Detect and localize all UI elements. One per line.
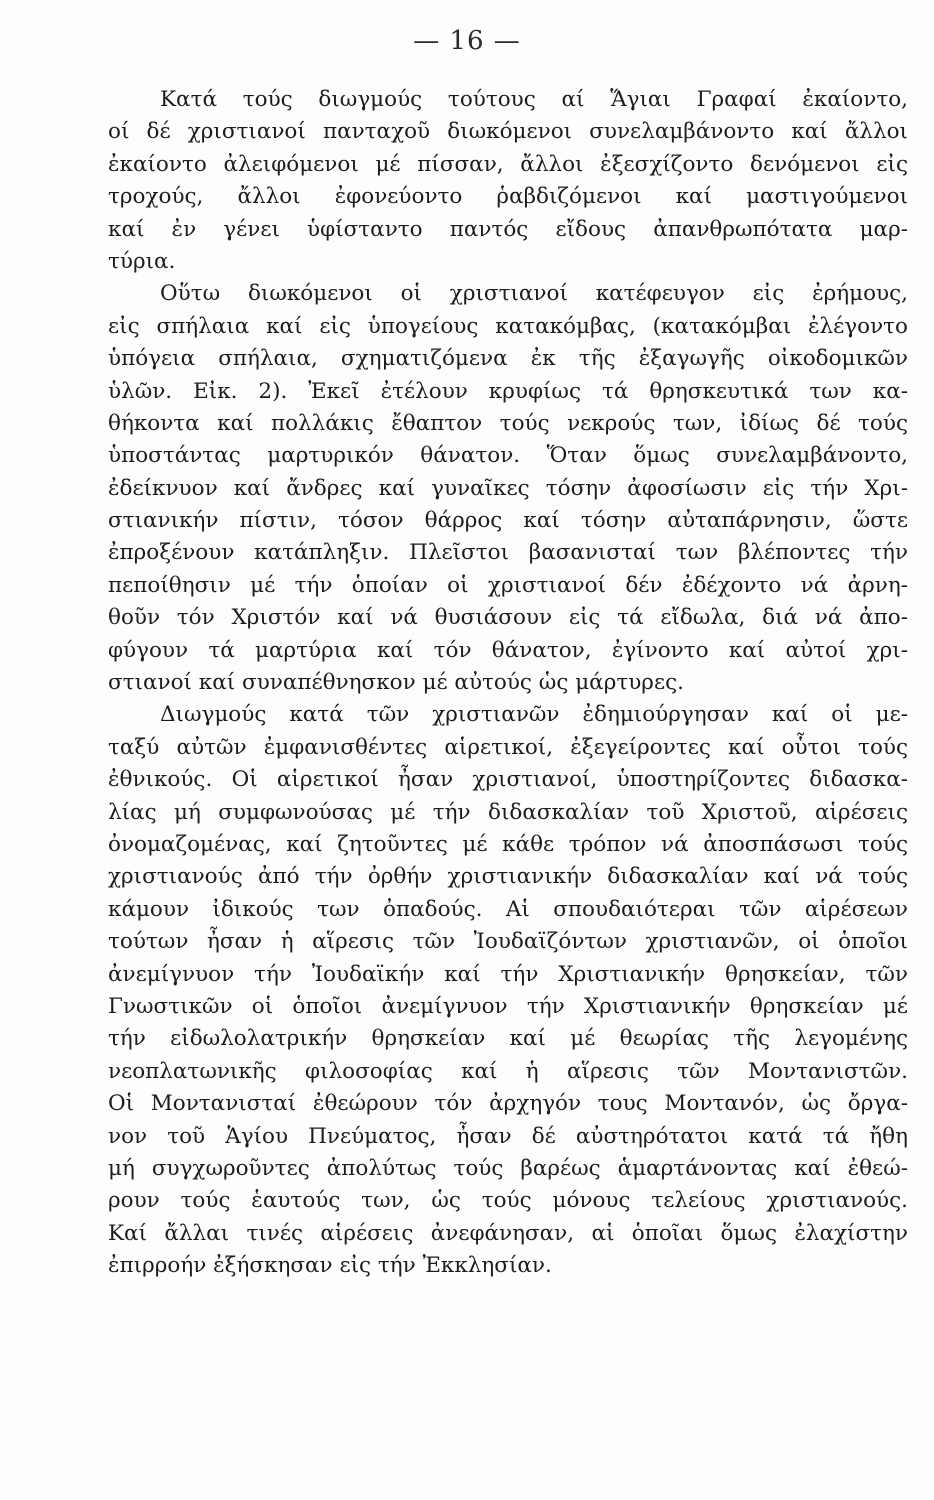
text-line: κάμουν ἰδικούς των ὀπαδούς. Αἱ σπουδαιότεραι τῶν αἱρέσεων <box>108 896 908 922</box>
text-line: νεοπλατωνικῆς φιλοσοφίας καί ἡ αἵρεσις τῶν Μοντανιστῶν. <box>108 1058 908 1084</box>
text-line: Γνωστικῶν οἱ ὁποῖοι ἀνεμίγνυον τήν Χριστιανικήν θρησκείαν μέ <box>108 993 908 1019</box>
text-line: ἐπροξένουν κατάπληξιν. Πλεῖστοι βασανισταί των βλέποντες τήν <box>108 540 908 566</box>
text-line: νον τοῦ Ἁγίου Πνεύματος, ἦσαν δέ αὐστηρότατοι κατά τά ἤθη <box>108 1123 908 1149</box>
text-line: τύρια. <box>108 248 176 274</box>
text-line: ἐθνικούς. Οἱ αἱρετικοί ἦσαν χριστιανοί, ὑποστηρίζοντες διδασκα- <box>108 767 908 793</box>
text-line: ἐπιρροήν ἐξήσκησαν εἰς τήν Ἐκκλησίαν. <box>108 1253 552 1279</box>
text-line: ρουν τούς ἑαυτούς των, ὡς τούς μόνους τελείους χριστιανούς. <box>108 1188 908 1214</box>
text-line: τήν εἰδωλολατρικήν θρησκείαν καί μέ θεωρίας τῆς λεγομένης <box>108 1026 908 1052</box>
text-line: στιανικήν πίστιν, τόσον θάρρος καί τόσην αὐταπάρνησιν, ὥστε <box>108 508 908 534</box>
text-line: οί δέ χριστιανοί πανταχοῦ διωκόμενοι συνελαμβάνοντο καί ἄλλοι <box>108 119 908 145</box>
text-line: πεποίθησιν μέ τήν ὁποίαν οἱ χριστιανοί δέν ἐδέχοντο νά ἀρνη- <box>108 572 908 598</box>
text-line: μή συγχωροῦντες ἀπολύτως τούς βαρέως ἁμαρτάνοντας καί ἐθεώ- <box>108 1155 908 1181</box>
text-line: Οἱ Μοντανισταί ἐθεώρουν τόν ἀρχηγόν τους Μοντανόν, ὡς ὄργα- <box>108 1091 908 1117</box>
text-line: τούτων ἦσαν ἡ αἵρεσις τῶν Ἰουδαϊζόντων χριστιανῶν, οἱ ὁποῖοι <box>108 929 908 955</box>
text-line: ὑλῶν. Εἰκ. 2). Ἐκεῖ ἐτέλουν κρυφίως τά θρησκευτικά των κα- <box>108 378 908 404</box>
text-line: ταξύ αὐτῶν ἐμφανισθέντες αἱρετικοί, ἐξεγείροντες καί οὗτοι τούς <box>108 734 908 760</box>
text-line: χριστιανούς ἀπό τήν ὀρθήν χριστιανικήν διδασκαλίαν καί νά τούς <box>108 864 908 890</box>
text-line: θήκοντα καί πολλάκις ἔθαπτον τούς νεκρούς των, ἰδίως δέ τούς <box>108 410 908 436</box>
text-line: θοῦν τόν Χριστόν καί νά θυσιάσουν εἰς τά εἴδωλα, διά νά ἀπο- <box>108 605 908 631</box>
text-line: ἀνεμίγνυον τήν Ἰουδαϊκήν καί τήν Χριστιανικήν θρησκείαν, τῶν <box>108 961 908 987</box>
text-line: ἐκαίοντο ἀλειφόμενοι μέ πίσσαν, ἄλλοι ἐξεσχίζοντο δενόμενοι εἰς <box>108 151 908 177</box>
text-line: Διωγμούς κατά τῶν χριστιανῶν ἐδημιούργησαν καί οἱ με- <box>160 702 908 728</box>
text-line: φύγουν τά μαρτύρια καί τόν θάνατον, ἐγίνοντο καί αὐτοί χρι- <box>108 637 908 663</box>
text-line: εἰς σπήλαια καί εἰς ὑπογείους κατακόμβας, (κατακόμβαι ἐλέγοντο <box>108 313 908 339</box>
text-line: λίας μή συμφωνούσας μέ τήν διδασκαλίαν τοῦ Χριστοῦ, αἱρέσεις <box>108 799 908 825</box>
page-number: — 16 — <box>413 26 521 56</box>
text-line: Οὕτω διωκόμενοι οἱ χριστιανοί κατέφευγον εἰς ἐρήμους, <box>160 281 908 307</box>
body-text <box>108 84 908 1282</box>
text-line: τροχούς, ἄλλοι ἐφονεύοντο ῥαβδιζόμενοι καί μαστιγούμενοι <box>108 184 908 210</box>
text-line: ὑπόγεια σπήλαια, σχηματιζόμενα ἐκ τῆς ἐξαγωγῆς οἰκοδομικῶν <box>108 346 908 372</box>
text-line: ὀνομαζομένας, καί ζητοῦντες μέ κάθε τρόπον νά ἀποσπάσωσι τούς <box>108 831 908 857</box>
text-line: ἐδείκνυον καί ἄνδρες καί γυναῖκες τόσην ἀφοσίωσιν εἰς τήν Χρι- <box>108 475 908 501</box>
text-line: καί ἐν γένει ὑφίσταντο παντός εἴδους ἀπανθρωπότατα μαρ- <box>108 216 908 242</box>
text-line: ὑποστάντας μαρτυρικόν θάνατον. Ὅταν ὅμως συνελαμβάνοντο, <box>108 443 908 469</box>
text-line: Κατά τούς διωγμούς τούτους αί Ἅγιαι Γραφαί ἐκαίοντο, <box>160 87 908 112</box>
text-line: Καί ἄλλαι τινές αἱρέσεις ἀνεφάνησαν, αἱ ὁποῖαι ὅμως ἐλαχίστην <box>108 1220 908 1246</box>
text-line: στιανοί καί συναπέθνησκον μέ αὐτούς ὡς μάρτυρες. <box>108 670 684 696</box>
